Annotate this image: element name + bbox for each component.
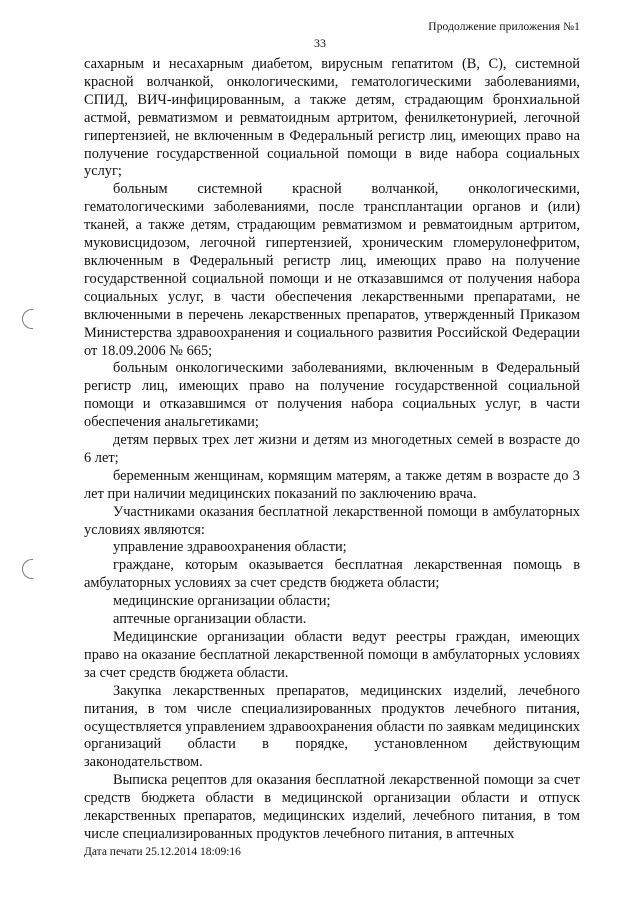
margin-mark [22,309,33,329]
paragraph: Медицинские организации области ведут реестры граждан, имеющих право на оказание бесплатной лекарственной помощи в амбулаторных условиях за счет средств бюджета области. [84,629,580,681]
paragraph: Участниками оказания бесплатной лекарственной помощи в амбулаторных условиях являются: [84,503,580,538]
paragraph: медицинские организации области; [113,593,331,610]
print-date: Дата печати 25.12.2014 18:09:16 [84,846,241,858]
paragraph: больным онкологическими заболеваниями, включенным в Федеральный регистр лиц, имеющих право на получение государственной социальной помощи и отказавшимся от получения набора социальных услуг, в части обеспечения анальгетиками; [84,360,580,431]
paragraph: аптечные организации области. [113,611,307,628]
paragraph: сахарным и несахарным диабетом, вирусным гепатитом (В, С), системной красной волчанкой, онкологическими, гематологическими заболеваниями, СПИД, ВИЧ-инфицированным, а также детям, страдающим бронхиальной астмой, ревматизмом и ревматоидным артритом, фенилкетонурией, легочной гипертензией, не включенным в Федеральный регистр лиц, имеющих право на получение государственной социальной помощи в виде набора социальных услуг; [84,56,580,180]
paragraph: Выписка рецептов для оказания бесплатной лекарственной помощи за счет средств бюджета области в медицинской организации области и отпуск лекарственных препаратов, медицинских изделий, лечебного питания, в том числе специализированных продуктов лечебного питания, в аптечных [84,772,580,842]
document-body [84,56,580,844]
paragraph: Закупка лекарственных препаратов, медицинских изделий, лечебного питания, в том числе специализированных продуктов лечебного питания, осуществляется управлением здравоохранения области по заявкам медицинских организаций области в порядке, установленном действующим законодательством. [84,682,580,771]
paragraph: беременным женщинам, кормящим матерям, а также детям в возрасте до 3 лет при наличии медицинских показаний по заключению врача. [84,467,580,502]
paragraph: управление здравоохранения области; [113,539,347,556]
paragraph: больным системной красной волчанкой, онкологическими, гематологическими заболеваниями, после трансплантации органов и (или) тканей, а также детям, страдающим ревматизмом и ревматоидным артритом, муковисцидозом, легочной гипертензией, хроническим гломерулонефритом, включенным в Федеральный регистр лиц, имеющих право на получение государственной социальной помощи и не отказавшимся от получения набора социальных услуг, в части обеспечения лекарственными препаратами, не включенными в перечень лекарственных препаратов, утвержденный Приказом Министерства здравоохранения и социального развития Российской Федерации от 18.09.2006 № 665; [84,181,580,359]
paragraph: детям первых трех лет жизни и детям из многодетных семей в возрасте до 6 лет; [84,432,580,466]
margin-mark [22,559,33,579]
appendix-header: Продолжение приложения №1 [428,21,580,33]
page-number: 33 [314,36,326,50]
paragraph: граждане, которым оказывается бесплатная лекарственная помощь в амбулаторных условиях за счет средств бюджета области; [84,557,580,592]
